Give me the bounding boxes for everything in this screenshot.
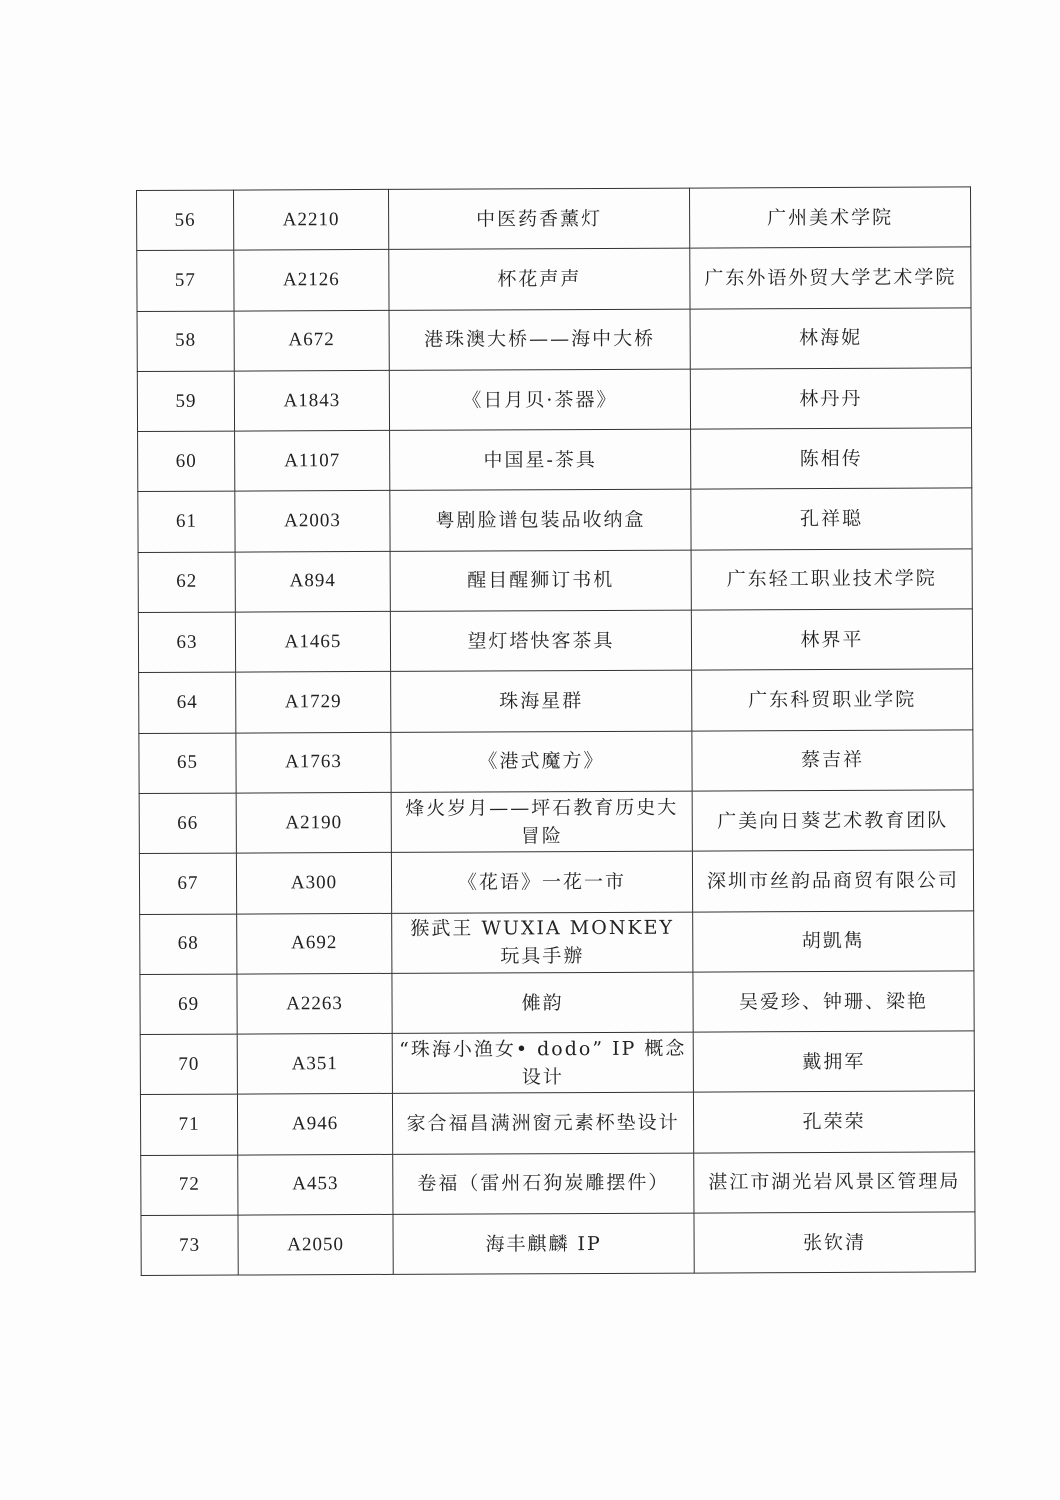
work-code: A1465	[235, 611, 390, 672]
row-number: 57	[137, 250, 234, 311]
work-code: A692	[237, 913, 392, 974]
work-code: A351	[237, 1034, 392, 1095]
work-title: 港珠澳大桥——海中大桥	[389, 309, 690, 371]
table-row	[141, 1212, 975, 1276]
table-row	[137, 187, 971, 251]
row-number: 60	[138, 431, 235, 492]
table-row	[138, 549, 972, 613]
work-code: A2263	[237, 973, 392, 1034]
row-number: 59	[137, 371, 234, 432]
row-number: 73	[141, 1215, 238, 1276]
row-number: 61	[138, 492, 235, 553]
work-owner: 林界平	[691, 609, 972, 671]
table-row	[137, 307, 971, 371]
work-owner: 张钦清	[694, 1212, 975, 1274]
work-owner: 广美向日葵艺术教育团队	[692, 790, 973, 852]
table-row	[139, 669, 973, 733]
work-owner: 广东科贸职业学院	[692, 669, 973, 731]
table-row	[140, 1091, 974, 1155]
row-number: 66	[139, 793, 236, 854]
work-owner: 林海妮	[690, 307, 971, 369]
row-number: 72	[141, 1155, 238, 1216]
work-title: 望灯塔快客茶具	[390, 610, 691, 672]
work-code: A2050	[238, 1214, 393, 1275]
row-number: 65	[139, 733, 236, 794]
work-title: 《日月贝·茶器》	[389, 369, 690, 431]
row-number: 67	[139, 853, 236, 914]
work-code: A2190	[236, 792, 391, 853]
work-title: 醒目醒狮订书机	[390, 550, 691, 612]
work-code: A1843	[234, 370, 389, 431]
work-title: 海丰麒麟 IP	[393, 1213, 694, 1275]
work-title: 中国星-茶具	[390, 429, 691, 491]
work-title: 卷福（雷州石狗炭雕摆件）	[393, 1153, 694, 1215]
table-row	[139, 850, 973, 914]
work-owner: 胡凱雋	[693, 910, 974, 972]
work-title: 猴武王 WUXIA MONKEY 玩具手辦	[392, 912, 693, 974]
work-code: A894	[235, 551, 390, 612]
table-row	[140, 1031, 974, 1095]
table-row	[137, 247, 971, 311]
row-number: 58	[137, 311, 234, 372]
work-owner: 孔荣荣	[693, 1091, 974, 1153]
work-title: 杯花声声	[389, 248, 690, 310]
work-owner: 陈相传	[691, 428, 972, 490]
work-code: A2210	[234, 189, 389, 250]
table-row	[140, 910, 974, 974]
table-row	[138, 428, 972, 492]
row-number: 68	[140, 914, 237, 975]
work-owner: 蔡吉祥	[692, 730, 973, 792]
work-code: A1763	[236, 732, 391, 793]
work-code: A300	[236, 853, 391, 914]
work-title: 中医药香薰灯	[388, 188, 689, 250]
row-number: 64	[139, 672, 236, 733]
work-owner: 深圳市丝韵品商贸有限公司	[692, 850, 973, 912]
row-number: 70	[140, 1034, 237, 1095]
work-owner: 广东外语外贸大学艺术学院	[690, 247, 971, 309]
work-title: 傩韵	[392, 972, 693, 1034]
work-code: A2003	[235, 491, 390, 552]
work-owner: 林丹丹	[690, 368, 971, 430]
row-number: 71	[140, 1095, 237, 1156]
work-code: A453	[238, 1154, 393, 1215]
row-number: 69	[140, 974, 237, 1035]
work-title: 家合福昌满洲窗元素杯垫设计	[392, 1093, 693, 1155]
work-title: “珠海小渔女• dodo” IP 概念设计	[392, 1032, 693, 1094]
work-title: 《花语》一花一市	[391, 851, 692, 913]
row-number: 62	[138, 552, 235, 613]
table-row	[139, 790, 973, 854]
table-row	[137, 368, 971, 432]
work-code: A672	[234, 310, 389, 371]
work-owner: 孔祥聪	[691, 488, 972, 550]
work-title: 《港式魔方》	[391, 731, 692, 793]
work-owner: 吴爱珍、钟珊、梁艳	[693, 971, 974, 1033]
work-code: A946	[237, 1094, 392, 1155]
work-owner: 湛江市湖光岩风景区管理局	[694, 1152, 975, 1214]
work-code: A1729	[236, 672, 391, 733]
work-title: 烽火岁月——坪石教育历史大冒险	[391, 791, 692, 853]
work-code: A2126	[234, 250, 389, 311]
table-row	[139, 730, 973, 794]
work-owner: 广州美术学院	[689, 187, 970, 249]
work-owner: 广东轻工职业技术学院	[691, 549, 972, 611]
table-row	[138, 488, 972, 552]
awards-table	[136, 186, 976, 1276]
row-number: 63	[138, 612, 235, 673]
work-code: A1107	[235, 431, 390, 492]
table-row	[138, 609, 972, 673]
table-row	[140, 971, 974, 1035]
table-row	[141, 1152, 975, 1216]
work-title: 粤剧脸谱包装品收纳盒	[390, 490, 691, 552]
work-owner: 戴拥军	[693, 1031, 974, 1093]
work-title: 珠海星群	[391, 670, 692, 732]
row-number: 56	[137, 190, 234, 251]
awards-table-body	[137, 187, 976, 1276]
